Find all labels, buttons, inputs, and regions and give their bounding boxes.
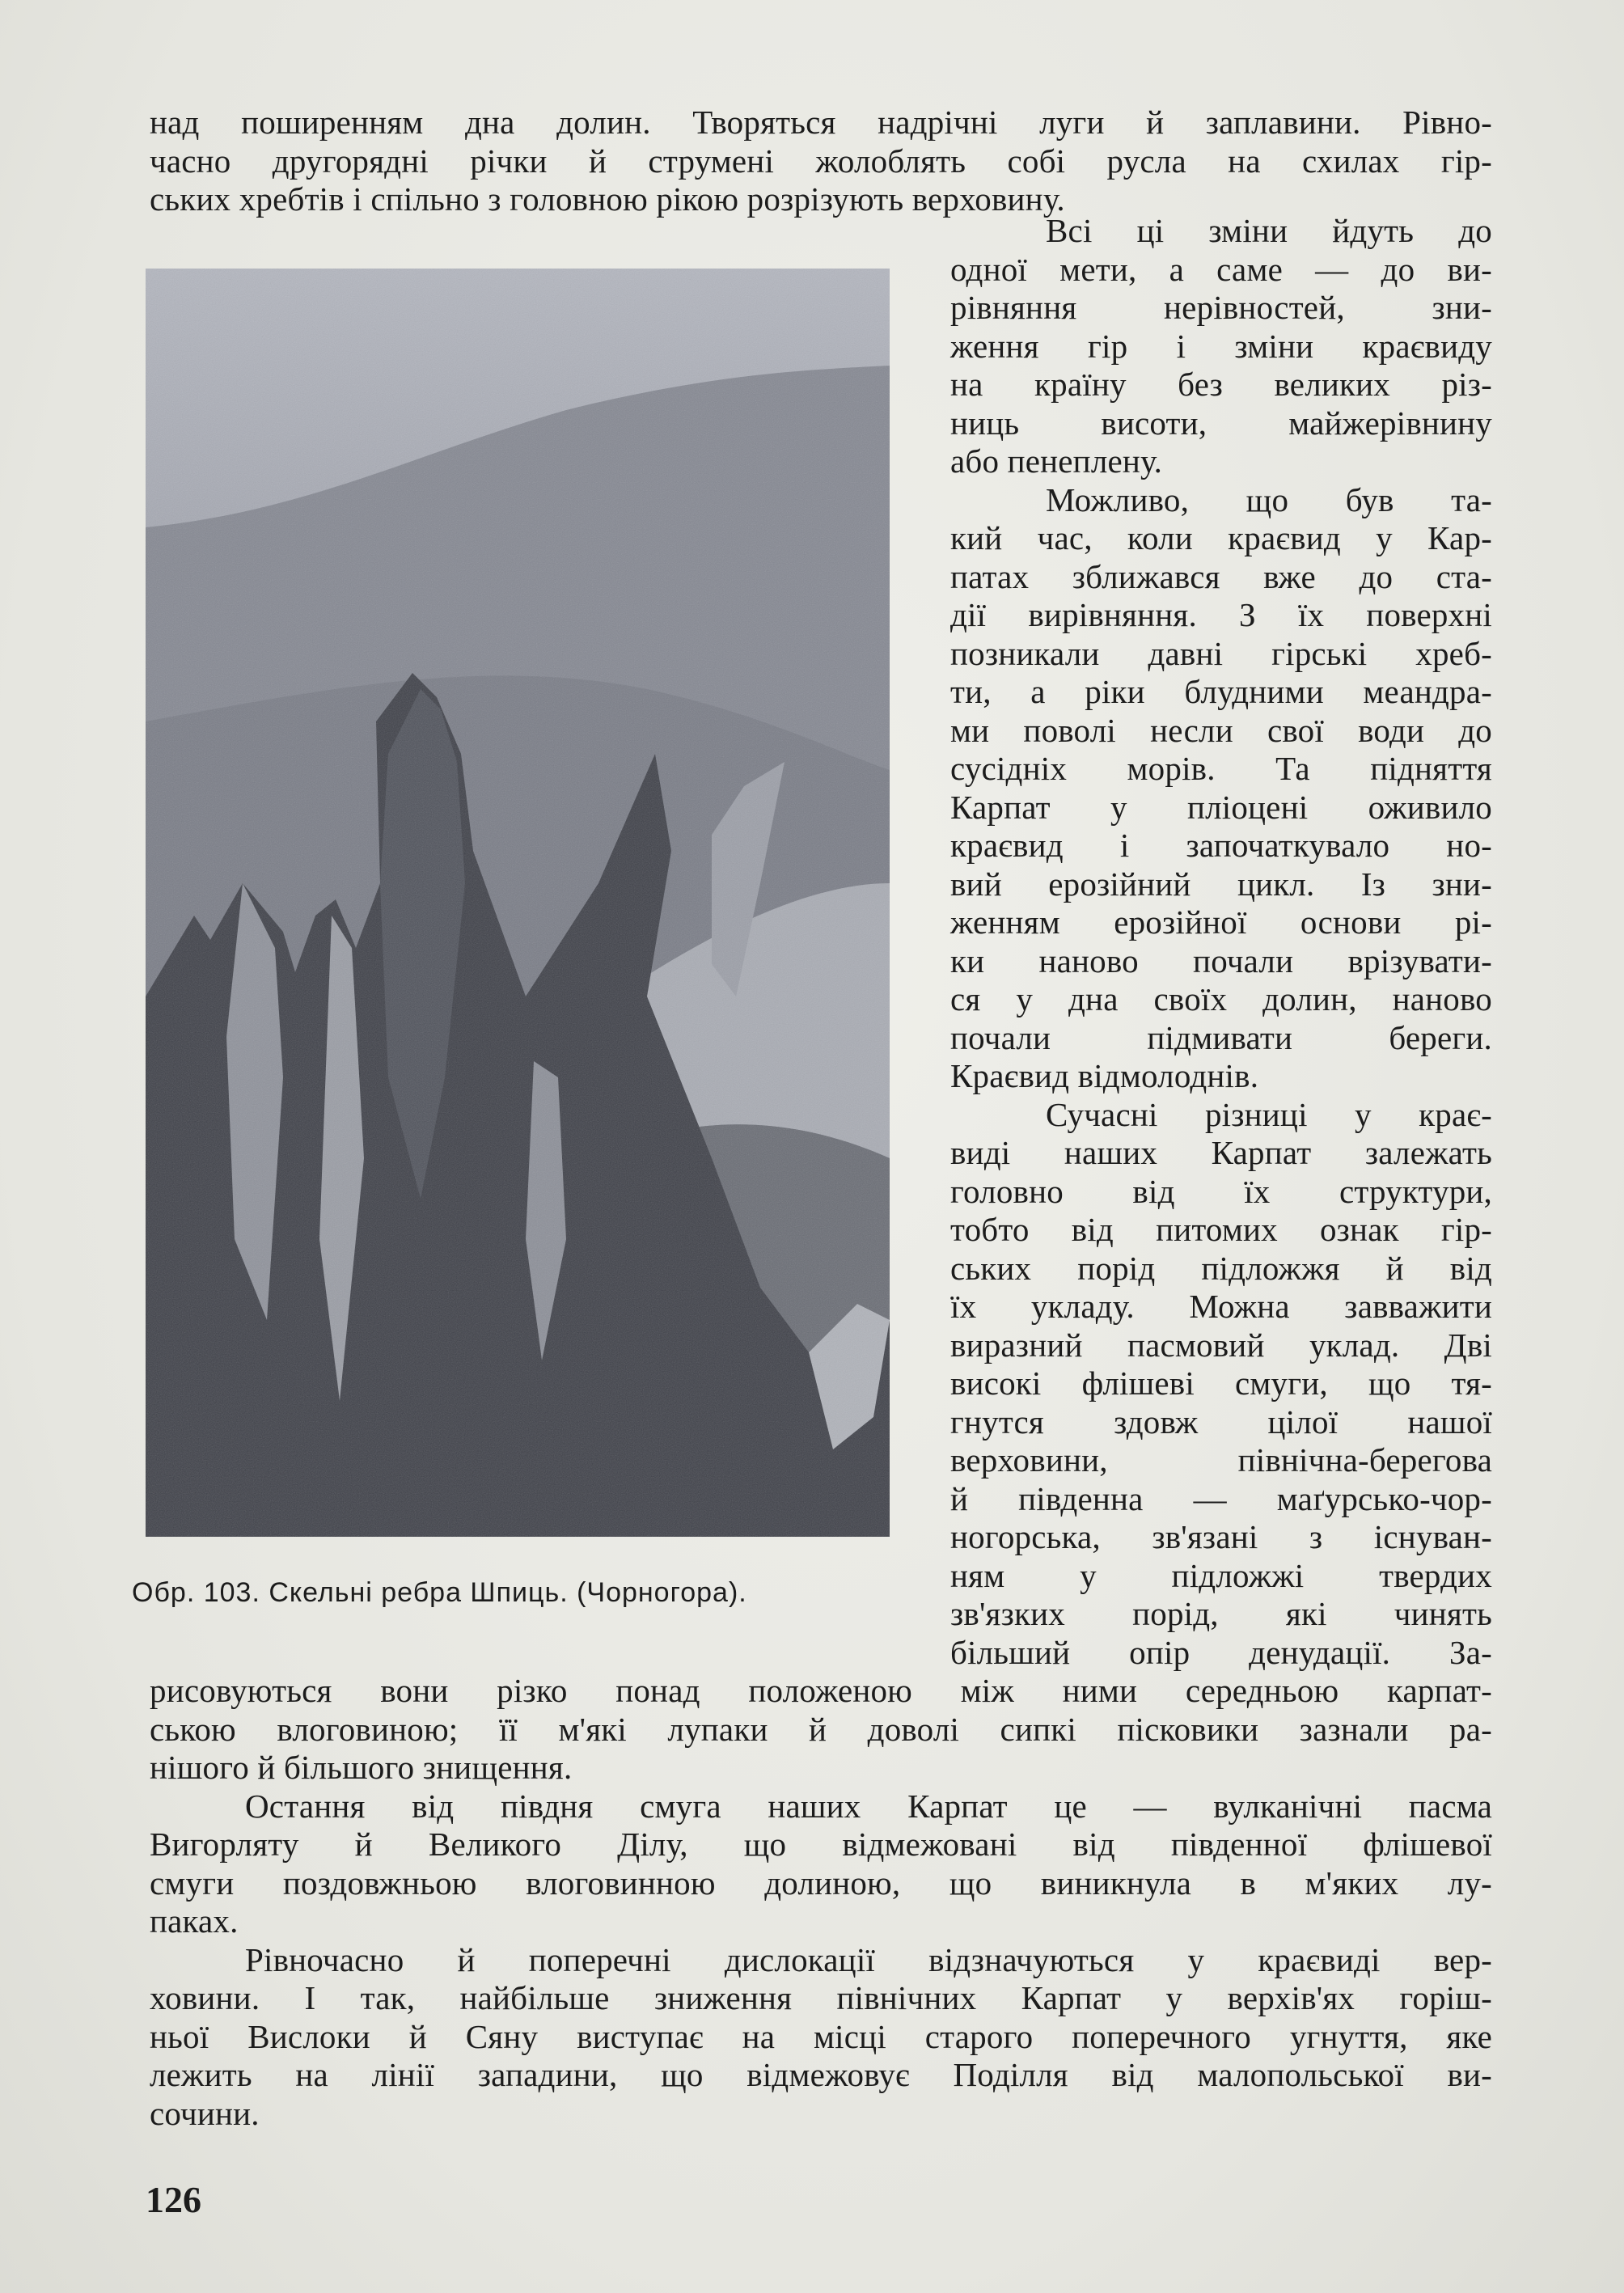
- paragraph: [950, 212, 1492, 481]
- text-line: Вигорляту й Великого Ділу, що відмежовані від південної флішевої: [150, 1826, 1492, 1863]
- text-line: лежить на лінії западини, що відмежовує Поділля від малопольської ви-: [150, 2056, 1492, 2093]
- text-line: верховини, північна-берегова: [950, 1441, 1492, 1479]
- text-line: дії вирівняння. З їх поверхні: [950, 596, 1492, 633]
- text-line: й південна — маґурсько-чор-: [950, 1479, 1492, 1517]
- paragraph: [950, 481, 1492, 1096]
- paragraph: [150, 1787, 1492, 1941]
- text-line: смуги поздовжньою влоговинною долиною, що виникнула в м'яких лу-: [150, 1864, 1492, 1902]
- paragraph: [950, 1096, 1492, 1673]
- text-line: ниць висоти, майжерівнину: [950, 404, 1492, 442]
- text-line: виразний пасмовий уклад. Дві: [950, 1326, 1492, 1364]
- text-line: ми поволі несли свої води до: [950, 711, 1492, 749]
- text-line: або пенеплену.: [950, 442, 1163, 480]
- text-line: виді наших Карпат залежать: [950, 1134, 1492, 1171]
- text-line: позникали давні гірські хреб-: [950, 634, 1492, 672]
- right-column: [950, 212, 1492, 1672]
- text-line: ховини. І так, найбільше зниження північних Карпат у верхів'ях горіш-: [150, 1979, 1492, 2016]
- text-line: сусідніх морів. Та підняття: [950, 750, 1492, 787]
- text-line: Карпат у пліоцені оживило: [950, 788, 1492, 826]
- text-line: гнутся здовж цілої нашої: [950, 1402, 1492, 1441]
- text-line: тобто від питомих ознак гір-: [950, 1211, 1492, 1248]
- text-line: ньої Вислоки й Сяну виступає на місці старого поперечного угнуття, яке: [150, 2017, 1492, 2055]
- text-line: головно від їх структури,: [950, 1172, 1492, 1210]
- text-line: рисовуються вони різко понад положеною між ними середньою карпат-: [150, 1672, 1492, 1709]
- text-line: високі флішеві смуги, що тя-: [950, 1364, 1492, 1402]
- text-line: сочини.: [150, 2094, 260, 2132]
- figure-caption: Обр. 103. Скельні ребра Шпиць. (Чорногора).: [132, 1577, 747, 1608]
- text-line: ження гір і зміни краєвиду: [950, 327, 1492, 365]
- paragraph: [150, 1941, 1492, 2134]
- paragraph: [150, 104, 1492, 219]
- paragraph: [150, 1672, 1492, 1787]
- top-paragraph: [150, 104, 1492, 219]
- text-line: ням у підложжі твердих: [950, 1556, 1492, 1594]
- text-line: ки наново почали врізувати-: [950, 941, 1492, 979]
- text-line: Сучасні різниці у крає-: [1046, 1095, 1492, 1133]
- page-number: 126: [146, 2179, 201, 2220]
- text-line: одної мети, а саме — до ви-: [950, 250, 1492, 288]
- text-line: зв'язких порід, які чинять: [950, 1595, 1492, 1632]
- text-line: Всі ці зміни йдуть до: [1046, 212, 1492, 249]
- text-line: над поширенням дна долин. Творяться надрічні луги й заплавини. Рівно-: [150, 104, 1492, 141]
- text-line: ся у дна своїх долин, наново: [950, 980, 1492, 1017]
- figure-photo: [146, 269, 890, 1537]
- text-line: Можливо, що був та-: [1046, 480, 1492, 518]
- text-line: почали підмивати береги.: [950, 1018, 1492, 1056]
- text-line: ською влоговиною; її м'які лупаки й доволі сипкі пісковики зазнали ра-: [150, 1710, 1492, 1748]
- text-line: Рівночасно й поперечні дислокації відзначуються у краєвиді вер-: [245, 1940, 1492, 1978]
- text-line: ських хребтів і спільно з головною рікою розрізують верховину.: [150, 180, 1065, 218]
- text-line: нішого й більшого знищення.: [150, 1749, 573, 1786]
- text-line: Краєвид відмолоднів.: [950, 1057, 1259, 1094]
- text-line: патах зближався вже до ста-: [950, 557, 1492, 595]
- bottom-paragraphs: [150, 1672, 1492, 2133]
- text-line: ських порід підложжя й від: [950, 1249, 1492, 1287]
- text-line: паках.: [150, 1902, 239, 1940]
- text-line: краєвид і започаткувало но-: [950, 827, 1492, 864]
- text-line: кий час, коли краєвид у Кар-: [950, 519, 1492, 556]
- rock-ridges-photo-image: [146, 269, 890, 1537]
- text-line: ти, а ріки блудними меандра-: [950, 673, 1492, 710]
- text-line: женням ерозійної основи рі-: [950, 903, 1492, 941]
- text-line: ногорська, зв'язані з існуван-: [950, 1518, 1492, 1555]
- text-line: часно другорядні річки й струмені жолоблять собі русла на схилах гір-: [150, 142, 1492, 180]
- text-line: Остання від півдня смуга наших Карпат це — вулканічні пасма: [245, 1787, 1492, 1825]
- text-line: рівняння нерівностей, зни-: [950, 289, 1492, 326]
- text-line: на країну без великих різ-: [950, 366, 1492, 403]
- text-line: вий ерозійний цикл. Із зни-: [950, 865, 1492, 903]
- text-line: більший опір денудації. За-: [950, 1633, 1492, 1671]
- text-line: їх укладу. Можна завважити: [950, 1288, 1492, 1325]
